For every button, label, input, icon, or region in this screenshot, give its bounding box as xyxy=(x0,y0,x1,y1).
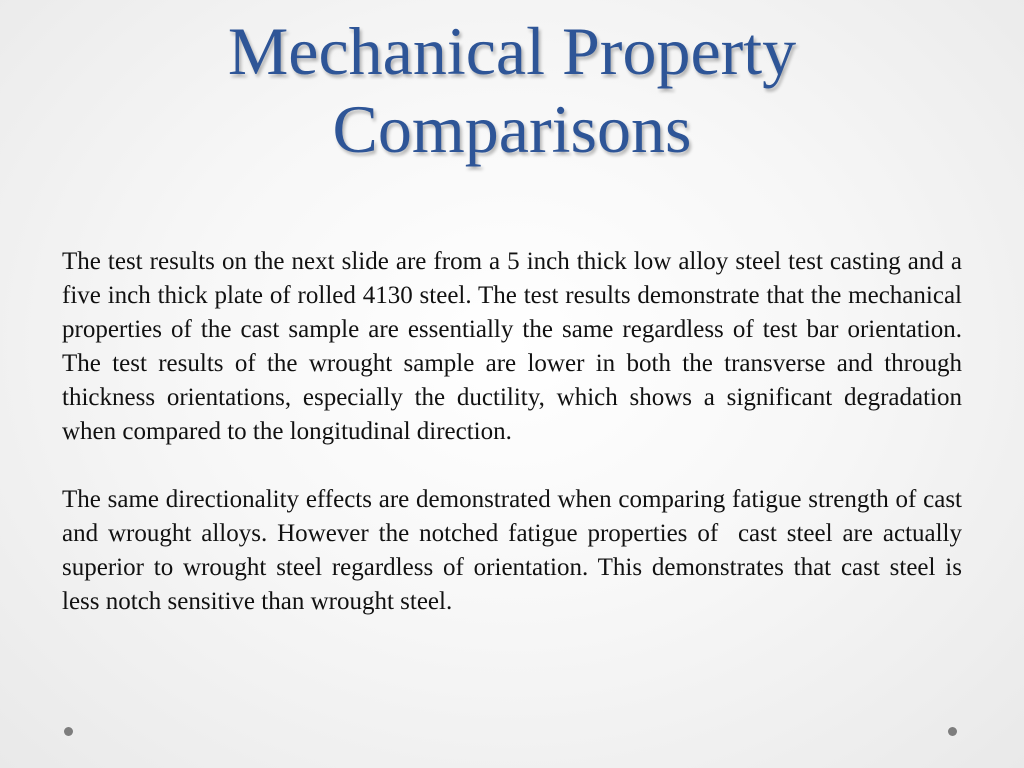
title-line-1: Mechanical Property xyxy=(227,13,797,89)
title-line-2: Comparisons xyxy=(332,91,692,167)
slide-title xyxy=(60,12,964,168)
body-paragraph-2: The same directionality effects are demonstrated when comparing fatigue strength of cast and wrought alloys. However the notched fatigue properties of cast steel are actually superior to wrought steel regardless of orientation. This demonstrates that cast steel is less notch sensitive than wrought steel. xyxy=(62,486,969,615)
slide-body xyxy=(62,245,969,653)
body-paragraph-1: The test results on the next slide are from a 5 inch thick low alloy steel test casting and a five inch thick plate of rolled 4130 steel. The test results demonstrate that the mechanical properties of the cast sample are essentially the same regardless of test bar orientation. The test results of the wrought sample are lower in both the transverse and through thickness orientations, especially the ductility, which shows a significant degradation when compared to the longitudinal direction. xyxy=(62,248,969,445)
decorative-dot-left xyxy=(64,727,73,736)
decorative-dot-right xyxy=(948,727,957,736)
